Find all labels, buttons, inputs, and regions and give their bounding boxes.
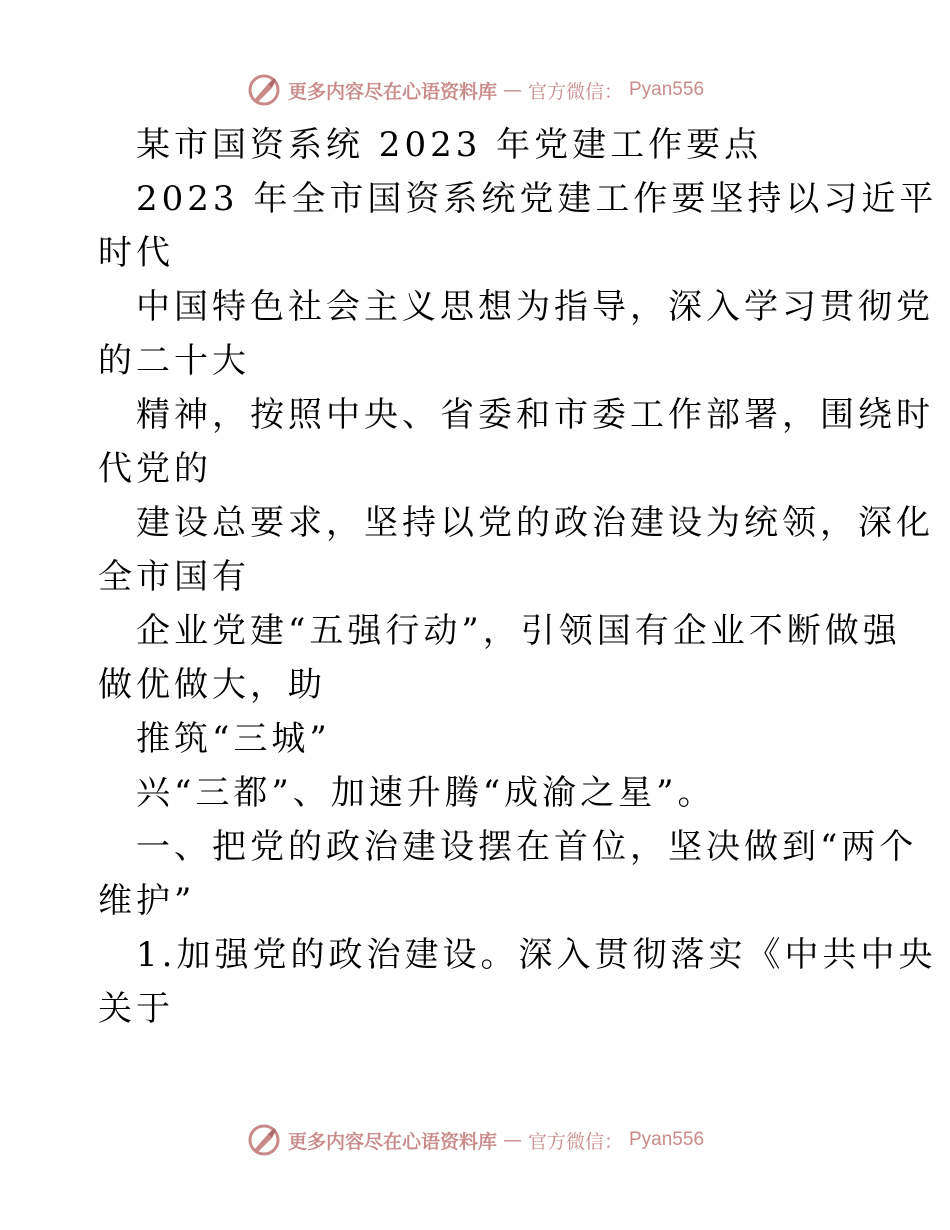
document-body [98,118,938,1036]
watermark-label: 官方微信： [527,80,623,103]
watermark-header [0,70,950,110]
document-line: 推筑“三城” [136,719,331,759]
pen-logo-icon [246,1122,282,1158]
document-line: 一、把党的政治建设摆在首位，坚决做到“两个 [136,827,918,867]
document-line: 建设总要求，坚持以党的政治建设为统领，深化 [136,503,934,543]
document-line: 关于 [98,989,174,1029]
document-line: 时代 [98,233,174,273]
document-line: 2023 年全市国资系统党建工作要坚持以习近平 [136,179,938,219]
pen-logo-icon [246,72,282,108]
document-line: 1.加强党的政治建设。深入贯彻落实《中共中央 [136,935,937,975]
document-line: 中国特色社会主义思想为指导，深入学习贯彻党 [136,287,934,327]
document-line: 代党的 [98,449,212,489]
watermark-separator: — [502,79,522,101]
document-line: 企业党建“五强行动”，引领国有企业不断做强 [136,611,901,651]
watermark-wechat-id: Pyan556 [629,79,705,100]
document-line: 的二十大 [98,341,250,381]
document-line: 某市国资系统 2023 年党建工作要点 [136,125,763,165]
watermark-footer [0,1120,950,1160]
document-line: 全市国有 [98,557,250,597]
document-line: 精神，按照中央、省委和市委工作部署，围绕时 [136,395,934,435]
document-line: 兴“三都”、加速升腾“成渝之星”。 [136,773,716,813]
watermark-text: 更多内容尽在心语资料库 [287,1130,497,1153]
watermark-label: 官方微信： [527,1130,623,1153]
document-line: 维护” [98,881,196,921]
watermark-text: 更多内容尽在心语资料库 [287,80,497,103]
watermark-wechat-id: Pyan556 [629,1129,705,1150]
watermark-separator: — [502,1129,522,1151]
document-line: 做优做大，助 [98,665,326,705]
